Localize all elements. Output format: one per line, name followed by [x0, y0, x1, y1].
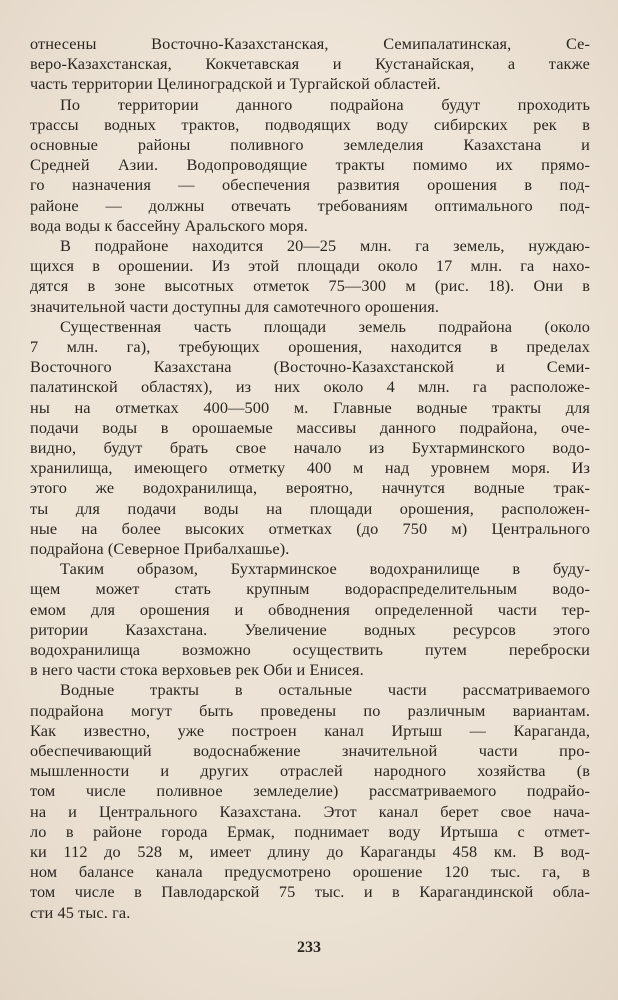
text-line: ном балансе канала предусмотрено орошение 120 тыс. га, в [30, 862, 590, 882]
text-line: веро-Казахстанская, Кокчетавская и Кустанайская, а также [30, 54, 590, 74]
text-line: сти 45 тыс. га. [30, 902, 131, 922]
text-line: обеспечивающий водоснабжение значительной части про- [30, 741, 590, 760]
text-line: подрайона (Северное Прибалхашье). [30, 539, 290, 558]
text-line: Средней Азии. Водопроводящие тракты помимо их прямо- [30, 155, 590, 175]
text-line: палатинской областях), из них около 4 млн. га расположе- [30, 377, 590, 397]
text-line: Водные тракты в остальные части рассматриваемого [60, 680, 590, 700]
text-line: районе — должны отвечать требованиям оптимального под- [30, 195, 590, 215]
text-line: хранилища, имеющего отметку 400 м над уровнем моря. Из [30, 458, 590, 478]
text-line: щихся в орошении. Из этой площади около 17 млн. га нахо- [30, 256, 590, 276]
text-line: го назначения — обеспечения развития орошения в под- [30, 175, 590, 195]
text-line: трассы водных трактов, подводящих воду сибирских рек в [30, 114, 590, 134]
text-line: ло в районе города Ермак, поднимает воду Иртыша с отмет- [30, 821, 590, 841]
text-line: емом для орошения и обводнения определенной части тер- [30, 599, 590, 619]
text-line: отнесены Восточно-Казахстанская, Семипалатинская, Се- [30, 34, 590, 53]
text-line: мышленности и других отраслей народного хозяйства (в [30, 761, 590, 781]
text-line: Восточного Казахстана (Восточно-Казахстанской и Семи- [30, 357, 590, 377]
text-line: этого же водохранилища, вероятно, начнутся водные трак- [30, 478, 590, 498]
page-number: 233 [297, 938, 321, 956]
text-line: ритории Казахстана. Увеличение водных ресурсов этого [30, 619, 590, 639]
text-line: на и Центрального Казахстана. Этот канал берет свое нача- [30, 801, 590, 821]
text-line: подачи воды в орошаемые массивы данного подрайона, оче- [30, 417, 590, 437]
text-line: вода воды к бассейну Аральского моря. [30, 215, 308, 235]
text-line: щем может стать крупным водораспределительным водо- [30, 579, 590, 599]
text-line: ные на более высоких отметках (до 750 м) Центрального [30, 518, 590, 538]
text-line: В подрайоне находится 20—25 млн. га земель, нуждаю- [60, 236, 590, 255]
text-line: ты для подачи воды на площади орошения, расположен- [30, 498, 590, 518]
text-line: ки 112 до 528 м, имеет длину до Караганды 458 км. В вод- [30, 842, 590, 861]
text-line: подрайона могут быть проведены по различным вариантам. [30, 700, 590, 720]
text-line: По территории данного подрайона будут проходить [60, 94, 590, 114]
text-line: часть территории Целиноградской и Тургайской областей. [30, 74, 441, 94]
text-line: значительной части доступны для самотечного орошения. [30, 296, 439, 316]
text-line: том числе в Павлодарской 75 тыс. и в Карагандинской обла- [30, 882, 590, 902]
text-line: Таким образом, Бухтарминское водохранилище в буду- [60, 559, 590, 579]
text-line: Как известно, уже построен канал Иртыш — Караганда, [30, 720, 590, 740]
text-line: 7 млн. га), требующих орошения, находится в пределах [30, 337, 590, 356]
text-line: Существенная часть площади земель подрайона (около [60, 316, 590, 336]
text-line: том числе поливное земледелие) рассматриваемого подрайо- [30, 781, 590, 801]
text-line: основные районы поливного земледелия Казахстана и [30, 135, 590, 154]
text-line: видно, будут брать свое начало из Бухтарминского водо- [30, 438, 590, 457]
text-line: ны на отметках 400—500 м. Главные водные тракты для [30, 397, 590, 417]
text-line: водохранилища возможно осуществить путем переброски [30, 640, 590, 659]
text-line: дятся в зоне высотных отметок 75—300 м (рис. 18). Они в [30, 276, 590, 296]
text-line: в него части стока верховьев рек Оби и Енисея. [30, 660, 364, 680]
